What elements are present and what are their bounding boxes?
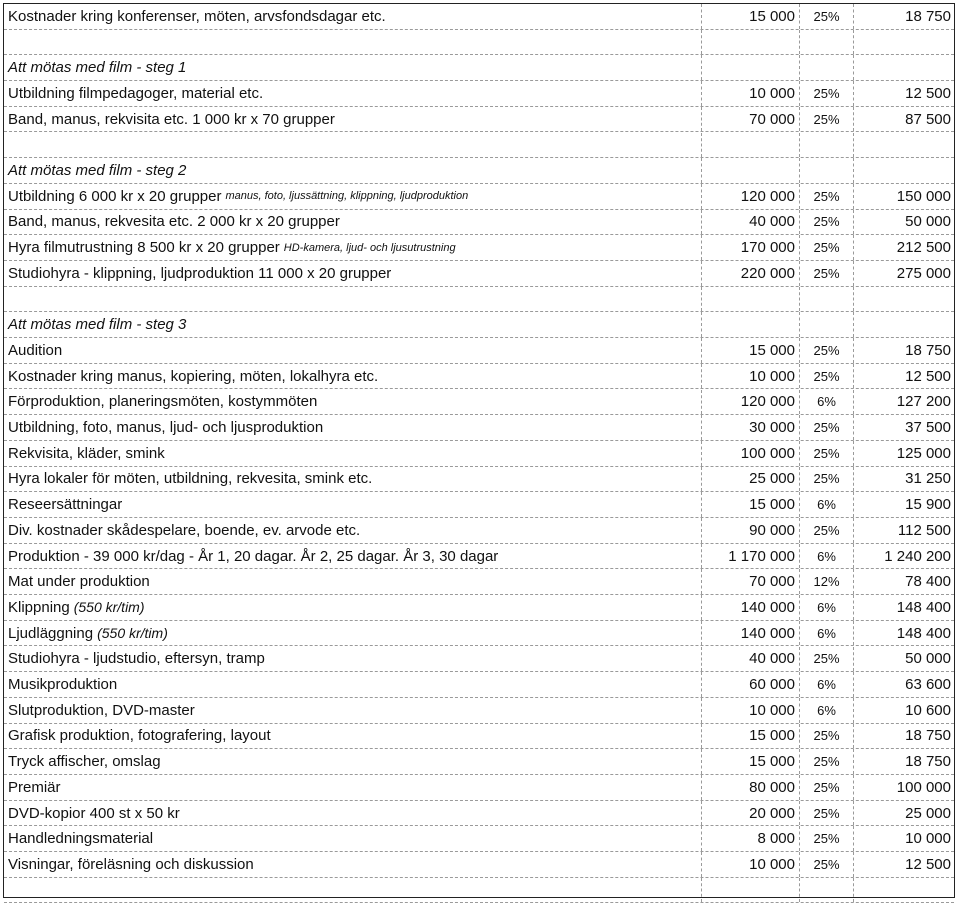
item-note: manus, foto, ljussättning, klippning, ljudproduktion xyxy=(225,190,469,203)
amount-cell xyxy=(701,133,799,158)
amount-cell xyxy=(701,441,799,466)
amount-value: 10 000 xyxy=(749,855,795,873)
total-cell xyxy=(853,595,954,620)
item-description: Rekvisita, kläder, smink xyxy=(8,444,165,462)
item-description-cell xyxy=(4,775,701,800)
amount-value: 30 000 xyxy=(749,419,795,437)
percent-value: 6% xyxy=(817,497,836,513)
amount-cell xyxy=(701,698,799,723)
percent-value: 25% xyxy=(813,445,840,461)
amount-cell xyxy=(701,312,799,337)
percent-value: 25% xyxy=(813,214,840,230)
percent-cell xyxy=(799,4,853,29)
percent-cell xyxy=(799,621,853,646)
percent-cell xyxy=(799,261,853,286)
amount-value: 220 000 xyxy=(740,264,795,282)
percent-value: 25% xyxy=(813,85,840,101)
total-cell xyxy=(853,569,954,594)
total-cell xyxy=(853,30,954,55)
percent-cell xyxy=(799,775,853,800)
table-row xyxy=(4,544,954,570)
percent-value: 25% xyxy=(813,8,840,24)
table-row xyxy=(4,184,954,210)
item-description-cell xyxy=(4,518,701,543)
total-cell xyxy=(853,441,954,466)
table-row xyxy=(4,338,954,364)
amount-value: 100 000 xyxy=(740,444,795,462)
item-description-cell xyxy=(4,492,701,517)
percent-value: 25% xyxy=(813,651,840,667)
total-cell xyxy=(853,235,954,260)
amount-value: 1 170 000 xyxy=(728,547,795,565)
item-description-cell xyxy=(4,441,701,466)
total-value: 150 000 xyxy=(896,187,951,205)
amount-cell xyxy=(701,852,799,877)
section-heading: Att mötas med film - steg 2 xyxy=(8,162,187,180)
amount-value: 70 000 xyxy=(749,110,795,128)
section-heading-row xyxy=(4,312,954,338)
item-description-cell xyxy=(4,467,701,492)
item-description-cell xyxy=(4,107,701,132)
total-value: 212 500 xyxy=(896,239,951,257)
total-value: 15 900 xyxy=(905,496,951,514)
item-description: Handledningsmaterial xyxy=(8,830,154,848)
amount-cell xyxy=(701,518,799,543)
table-row xyxy=(4,595,954,621)
percent-cell xyxy=(799,878,853,903)
percent-value: 6% xyxy=(817,702,836,718)
percent-cell xyxy=(799,441,853,466)
amount-cell xyxy=(701,158,799,183)
percent-cell xyxy=(799,801,853,826)
item-description-cell xyxy=(4,544,701,569)
total-cell xyxy=(853,492,954,517)
percent-cell xyxy=(799,672,853,697)
total-value: 78 400 xyxy=(905,573,951,591)
total-cell xyxy=(853,826,954,851)
percent-cell xyxy=(799,724,853,749)
total-cell xyxy=(853,518,954,543)
amount-value: 60 000 xyxy=(749,676,795,694)
percent-cell xyxy=(799,235,853,260)
budget-table xyxy=(3,3,955,898)
percent-cell xyxy=(799,364,853,389)
percent-cell xyxy=(799,852,853,877)
amount-cell xyxy=(701,724,799,749)
amount-value: 15 000 xyxy=(749,496,795,514)
total-cell xyxy=(853,415,954,440)
table-row xyxy=(4,749,954,775)
amount-cell xyxy=(701,749,799,774)
amount-value: 25 000 xyxy=(749,470,795,488)
total-cell xyxy=(853,107,954,132)
percent-value: 6% xyxy=(817,625,836,641)
percent-cell xyxy=(799,415,853,440)
total-value: 112 500 xyxy=(897,521,951,539)
amount-value: 10 000 xyxy=(749,84,795,102)
percent-value: 25% xyxy=(813,111,840,127)
percent-value: 6% xyxy=(817,548,836,564)
item-description: Utbildning 6 000 kr x 20 grupper xyxy=(8,187,222,205)
table-row xyxy=(4,852,954,878)
amount-cell xyxy=(701,184,799,209)
total-cell xyxy=(853,158,954,183)
total-value: 18 750 xyxy=(905,727,951,745)
percent-cell xyxy=(799,390,853,415)
item-note: (550 kr/tim) xyxy=(97,625,168,642)
total-value: 100 000 xyxy=(896,778,951,796)
amount-value: 15 000 xyxy=(749,753,795,771)
total-cell xyxy=(853,184,954,209)
amount-cell xyxy=(701,107,799,132)
amount-value: 120 000 xyxy=(740,393,795,411)
amount-cell xyxy=(701,30,799,55)
amount-cell xyxy=(701,415,799,440)
item-description: Slutproduktion, DVD-master xyxy=(8,701,195,719)
item-description-cell xyxy=(4,595,701,620)
amount-cell xyxy=(701,235,799,260)
item-description-cell xyxy=(4,826,701,851)
table-row xyxy=(4,107,954,133)
item-description: Studiohyra - klippning, ljudproduktion 11 000 x 20 grupper xyxy=(8,264,392,282)
total-cell xyxy=(853,338,954,363)
total-cell xyxy=(853,698,954,723)
table-row xyxy=(4,698,954,724)
amount-cell xyxy=(701,569,799,594)
percent-value: 25% xyxy=(813,856,840,872)
total-value: 18 750 xyxy=(905,753,951,771)
amount-cell xyxy=(701,801,799,826)
percent-cell xyxy=(799,81,853,106)
total-value: 50 000 xyxy=(905,650,951,668)
item-description: Klippning xyxy=(8,598,70,616)
item-description: Utbildning filmpedagoger, material etc. xyxy=(8,84,264,102)
amount-value: 10 000 xyxy=(749,367,795,385)
total-cell xyxy=(853,81,954,106)
item-note: (550 kr/tim) xyxy=(73,599,145,616)
item-note: HD-kamera, ljud- och ljusutrustning xyxy=(283,241,456,254)
percent-value: 25% xyxy=(813,728,840,744)
item-description-cell xyxy=(4,621,701,646)
total-cell xyxy=(853,364,954,389)
item-description-cell xyxy=(4,158,701,183)
table-row xyxy=(4,518,954,544)
amount-cell xyxy=(701,4,799,29)
item-description-cell xyxy=(4,672,701,697)
item-description: Musikproduktion xyxy=(8,676,118,694)
item-description: Tryck affischer, omslag xyxy=(8,753,161,771)
table-row xyxy=(4,415,954,441)
item-description-cell xyxy=(4,415,701,440)
percent-value: 25% xyxy=(813,779,840,795)
percent-cell xyxy=(799,107,853,132)
table-row xyxy=(4,621,954,647)
item-description-cell xyxy=(4,698,701,723)
item-description-cell xyxy=(4,133,701,158)
percent-value: 25% xyxy=(813,754,840,770)
percent-value: 25% xyxy=(813,471,840,487)
total-value: 12 500 xyxy=(905,855,951,873)
item-description: Reseersättningar xyxy=(8,496,123,514)
item-description: Premiär xyxy=(8,778,61,796)
item-description-cell xyxy=(4,4,701,29)
table-row xyxy=(4,261,954,287)
blank-row xyxy=(4,287,954,313)
item-description: Ljudläggning xyxy=(8,624,94,642)
item-description: Audition xyxy=(8,341,63,359)
table-row xyxy=(4,4,954,30)
percent-value: 25% xyxy=(813,240,840,256)
item-description: DVD-kopior 400 st x 50 kr xyxy=(8,804,180,822)
amount-cell xyxy=(701,55,799,80)
item-description-cell xyxy=(4,724,701,749)
table-row xyxy=(4,647,954,673)
amount-value: 15 000 xyxy=(749,727,795,745)
total-cell xyxy=(853,775,954,800)
amount-cell xyxy=(701,826,799,851)
percent-value: 25% xyxy=(813,188,840,204)
item-description-cell xyxy=(4,647,701,672)
amount-value: 10 000 xyxy=(749,701,795,719)
total-cell xyxy=(853,390,954,415)
item-description-cell xyxy=(4,210,701,235)
section-heading: Att mötas med film - steg 1 xyxy=(8,59,187,77)
total-cell xyxy=(853,467,954,492)
percent-cell xyxy=(799,749,853,774)
amount-value: 90 000 xyxy=(749,521,795,539)
item-description: Studiohyra - ljudstudio, eftersyn, tramp xyxy=(8,650,265,668)
item-description: Förproduktion, planeringsmöten, kostymmöten xyxy=(8,393,318,411)
item-description-cell xyxy=(4,749,701,774)
item-description-cell xyxy=(4,569,701,594)
total-value: 12 500 xyxy=(905,367,951,385)
percent-cell xyxy=(799,544,853,569)
percent-value: 25% xyxy=(813,342,840,358)
table-row xyxy=(4,210,954,236)
item-description: Div. kostnader skådespelare, boende, ev. arvode etc. xyxy=(8,521,361,539)
percent-cell xyxy=(799,287,853,312)
amount-cell xyxy=(701,595,799,620)
amount-value: 8 000 xyxy=(757,830,795,848)
table-row xyxy=(4,235,954,261)
amount-cell xyxy=(701,775,799,800)
item-description-cell xyxy=(4,184,701,209)
item-description-cell xyxy=(4,878,701,903)
table-row xyxy=(4,364,954,390)
item-description-cell xyxy=(4,235,701,260)
blank-row xyxy=(4,30,954,56)
item-description: Produktion - 39 000 kr/dag - År 1, 20 dagar. År 2, 25 dagar. År 3, 30 dagar xyxy=(8,547,499,565)
table-row xyxy=(4,467,954,493)
percent-cell xyxy=(799,55,853,80)
total-value: 50 000 xyxy=(905,213,951,231)
table-row xyxy=(4,672,954,698)
table-row xyxy=(4,81,954,107)
total-cell xyxy=(853,261,954,286)
percent-cell xyxy=(799,698,853,723)
table-row xyxy=(4,390,954,416)
total-value: 10 000 xyxy=(905,830,951,848)
amount-value: 40 000 xyxy=(749,213,795,231)
total-value: 12 500 xyxy=(905,84,951,102)
total-value: 87 500 xyxy=(905,110,951,128)
item-description-cell xyxy=(4,801,701,826)
percent-cell xyxy=(799,30,853,55)
table-row xyxy=(4,775,954,801)
total-value: 63 600 xyxy=(905,676,951,694)
item-description: Grafisk produktion, fotografering, layout xyxy=(8,727,271,745)
total-cell xyxy=(853,312,954,337)
percent-cell xyxy=(799,492,853,517)
total-cell xyxy=(853,4,954,29)
item-description-cell xyxy=(4,287,701,312)
amount-cell xyxy=(701,210,799,235)
percent-value: 25% xyxy=(813,522,840,538)
percent-cell xyxy=(799,158,853,183)
percent-value: 6% xyxy=(817,599,836,615)
percent-cell xyxy=(799,518,853,543)
amount-cell xyxy=(701,287,799,312)
total-value: 148 400 xyxy=(896,598,951,616)
amount-cell xyxy=(701,647,799,672)
item-description-cell xyxy=(4,312,701,337)
total-cell xyxy=(853,133,954,158)
item-description: Band, manus, rekvesita etc. 2 000 kr x 20 grupper xyxy=(8,213,340,231)
percent-cell xyxy=(799,467,853,492)
percent-value: 6% xyxy=(817,394,836,410)
table-row xyxy=(4,826,954,852)
amount-cell xyxy=(701,878,799,903)
amount-value: 80 000 xyxy=(749,778,795,796)
amount-value: 70 000 xyxy=(749,573,795,591)
percent-value: 25% xyxy=(813,831,840,847)
item-description: Utbildning, foto, manus, ljud- och ljusproduktion xyxy=(8,419,324,437)
percent-value: 25% xyxy=(813,805,840,821)
total-cell xyxy=(853,55,954,80)
amount-value: 15 000 xyxy=(749,341,795,359)
section-heading-row xyxy=(4,55,954,81)
item-description-cell xyxy=(4,30,701,55)
total-value: 275 000 xyxy=(896,264,951,282)
amount-value: 120 000 xyxy=(740,187,795,205)
total-value: 1 240 200 xyxy=(884,547,951,565)
percent-value: 25% xyxy=(813,420,840,436)
item-description-cell xyxy=(4,364,701,389)
table-row xyxy=(4,569,954,595)
total-cell xyxy=(853,749,954,774)
amount-value: 20 000 xyxy=(749,804,795,822)
item-description-cell xyxy=(4,338,701,363)
item-description: Hyra filmutrustning 8 500 kr x 20 grupper xyxy=(8,239,280,257)
percent-value: 25% xyxy=(813,368,840,384)
percent-cell xyxy=(799,595,853,620)
table-row xyxy=(4,724,954,750)
amount-cell xyxy=(701,364,799,389)
total-cell xyxy=(853,544,954,569)
table-row xyxy=(4,492,954,518)
item-description: Kostnader kring konferenser, möten, arvsfondsdagar etc. xyxy=(8,7,386,25)
amount-value: 170 000 xyxy=(740,239,795,257)
amount-cell xyxy=(701,467,799,492)
total-cell xyxy=(853,878,954,903)
percent-cell xyxy=(799,569,853,594)
total-cell xyxy=(853,647,954,672)
item-description: Mat under produktion xyxy=(8,573,150,591)
total-cell xyxy=(853,801,954,826)
amount-value: 40 000 xyxy=(749,650,795,668)
total-value: 18 750 xyxy=(905,7,951,25)
percent-value: 25% xyxy=(813,265,840,281)
amount-cell xyxy=(701,338,799,363)
blank-row xyxy=(4,878,954,904)
item-description: Hyra lokaler för möten, utbildning, rekvesita, smink etc. xyxy=(8,470,373,488)
amount-cell xyxy=(701,492,799,517)
amount-cell xyxy=(701,621,799,646)
item-description: Visningar, föreläsning och diskussion xyxy=(8,855,254,873)
total-cell xyxy=(853,852,954,877)
amount-cell xyxy=(701,544,799,569)
total-value: 37 500 xyxy=(905,419,951,437)
item-description-cell xyxy=(4,852,701,877)
item-description: Band, manus, rekvisita etc. 1 000 kr x 70 grupper xyxy=(8,110,335,128)
percent-cell xyxy=(799,647,853,672)
amount-value: 15 000 xyxy=(749,7,795,25)
total-cell xyxy=(853,672,954,697)
percent-cell xyxy=(799,210,853,235)
percent-cell xyxy=(799,338,853,363)
amount-cell xyxy=(701,390,799,415)
total-cell xyxy=(853,724,954,749)
total-value: 125 000 xyxy=(896,444,951,462)
percent-value: 12% xyxy=(813,574,840,590)
item-description-cell xyxy=(4,261,701,286)
blank-row xyxy=(4,133,954,159)
section-heading: Att mötas med film - steg 3 xyxy=(8,316,187,334)
item-description-cell xyxy=(4,390,701,415)
total-cell xyxy=(853,621,954,646)
percent-cell xyxy=(799,312,853,337)
percent-cell xyxy=(799,184,853,209)
total-value: 127 200 xyxy=(896,393,951,411)
total-value: 148 400 xyxy=(896,624,951,642)
total-cell xyxy=(853,210,954,235)
amount-cell xyxy=(701,672,799,697)
total-value: 10 600 xyxy=(905,701,951,719)
percent-cell xyxy=(799,133,853,158)
total-cell xyxy=(853,287,954,312)
total-value: 25 000 xyxy=(905,804,951,822)
amount-cell xyxy=(701,81,799,106)
item-description-cell xyxy=(4,81,701,106)
percent-value: 6% xyxy=(817,677,836,693)
total-value: 31 250 xyxy=(905,470,951,488)
amount-value: 140 000 xyxy=(740,598,795,616)
table-row xyxy=(4,801,954,827)
item-description-cell xyxy=(4,55,701,80)
section-heading-row xyxy=(4,158,954,184)
amount-value: 140 000 xyxy=(740,624,795,642)
total-value: 18 750 xyxy=(905,341,951,359)
item-description: Kostnader kring manus, kopiering, möten, lokalhyra etc. xyxy=(8,367,379,385)
amount-cell xyxy=(701,261,799,286)
percent-cell xyxy=(799,826,853,851)
table-row xyxy=(4,441,954,467)
